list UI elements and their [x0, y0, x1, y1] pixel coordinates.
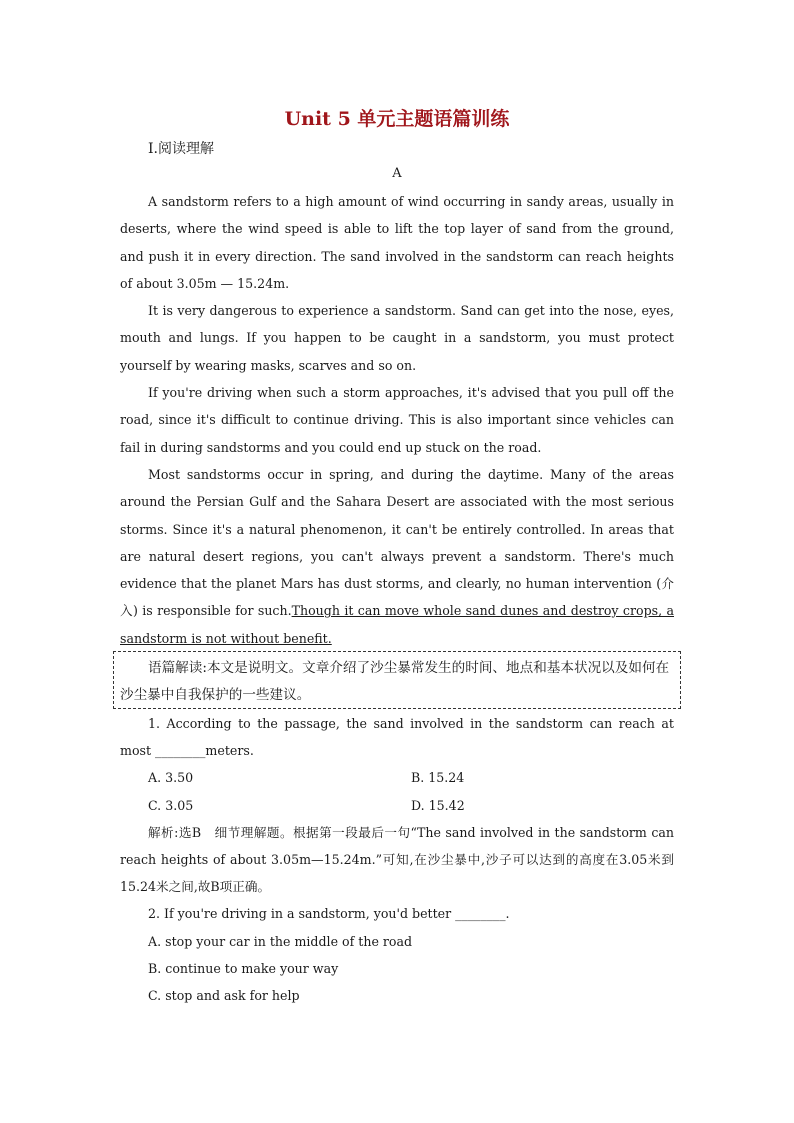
option-b: B. 15.24: [411, 770, 465, 786]
passage-label: A: [392, 166, 402, 181]
reading-passage: [120, 188, 674, 652]
question-1-options-row-1: [120, 764, 674, 791]
question-2-option-a: A. stop your car in the middle of the road: [148, 933, 413, 949]
passage-analysis-box: [113, 651, 681, 709]
question-list: [120, 710, 674, 1009]
question-1-explanation: 解析:选B 细节理解题。根据第一段最后一句“The sand involved in the sandstorm can reach heights of about 3.05m—15.24m.”可知,在沙尘暴中,沙子可以达到的高度在3.05米到15.24米之间,故B项正确。: [120, 824, 674, 895]
paragraph-4-text: Most sandstorms occur in spring, and during the daytime. Many of the areas around the Persian Gulf and the Sahara Desert are associated with the most serious storms. Since it's a natural phenomenon, it can't be entirely controlled. In areas that are natural desert regions, you can't always prevent a sandstorm. There's much evidence that the planet Mars has dust storms, and clearly, no human intervention (介入) is responsible for such.: [120, 466, 674, 619]
underlined-sentence: Though it can move whole sand dunes and destroy crops, a sandstorm is not without benefit.: [120, 603, 674, 646]
paragraph-4: [120, 461, 674, 652]
question-1-stem: 1. According to the passage, the sand involved in the sandstorm can reach at most ________meters.: [120, 716, 674, 759]
paragraph-2: It is very dangerous to experience a sandstorm. Sand can get into the nose, eyes, mouth and lungs. If you happen to be caught in a sandstorm, you must protect yourself by wearing masks, scarves and so on.: [120, 303, 674, 373]
page-title: Unit 5 单元主题语篇训练: [284, 108, 510, 130]
option-a: A. 3.50: [148, 770, 194, 786]
paragraph-3: If you're driving when such a storm approaches, it's advised that you pull off the road, since it's difficult to continue driving. This is also important since vehicles can fail in during sandstorms and you could end up stuck on the road.: [120, 385, 674, 455]
question-2-option-b: B. continue to make your way: [148, 960, 339, 976]
analysis-content: [120, 655, 672, 709]
analysis-text: 本文是说明文。文章介绍了沙尘暴常发生的时间、地点和基本状况以及如何在沙尘暴中自我保护的一些建议。: [120, 660, 670, 703]
section-heading: Ⅰ.阅读理解: [148, 141, 214, 157]
question-2-option-c: C. stop and ask for help: [148, 988, 300, 1004]
option-d: D. 15.42: [411, 797, 465, 813]
paragraph-1: A sandstorm refers to a high amount of wind occurring in sandy areas, usually in deserts, where the wind speed is able to lift the top layer of sand from the ground, and push it in every direction. The sand involved in the sandstorm can reach heights of about 3.05m — 15.24m.: [120, 194, 674, 291]
option-c: C. 3.05: [148, 797, 194, 813]
question-1-options-row-2: [120, 792, 674, 819]
question-2-stem: 2. If you're driving in a sandstorm, you'd better ________.: [148, 906, 510, 922]
analysis-label: 语篇解读:: [148, 660, 207, 676]
